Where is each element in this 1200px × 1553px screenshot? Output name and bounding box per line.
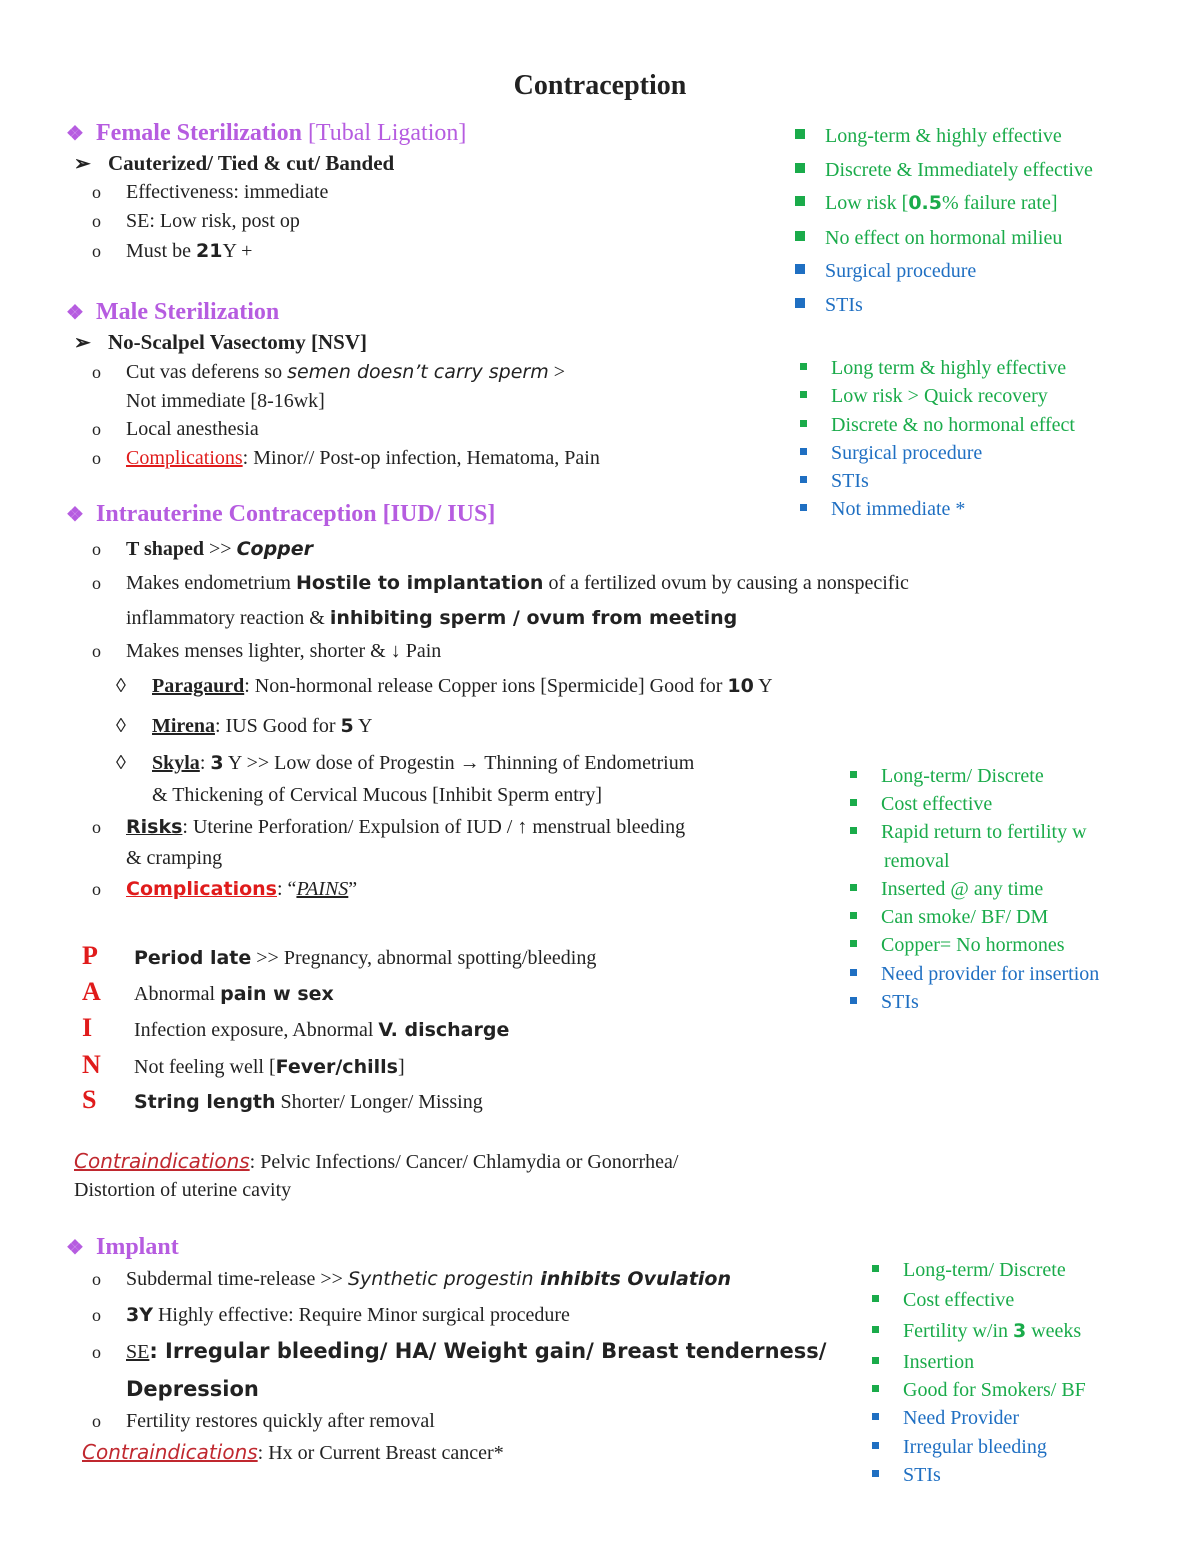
male-bullet-1-cont: Not immediate [8-16wk] [126, 390, 325, 412]
iud-con-2: STIs [850, 991, 919, 1014]
male-bullet-1: o Cut vas deferens so semen doesn’t carry sperm > [92, 361, 566, 383]
iud-bullet-2-cont: inflammatory reaction & inhibiting sperm / ovum from meeting [126, 607, 738, 629]
skyla-line: ◊ Skyla: 3 Y >> Low dose of Progestin → Thinning of Endometrium [116, 752, 695, 774]
pains-n: N Not feeling well [Fever/chills] [82, 1050, 405, 1079]
implant-con-3: STIs [872, 1464, 941, 1487]
implant-bullet-2: o 3Y Highly effective: Require Minor surgical procedure [92, 1304, 570, 1326]
male-bullet-3: o Complications: Minor// Post-op infection, Hematoma, Pain [92, 447, 600, 469]
implant-contraindications: Contraindications: Hx or Current Breast cancer* [82, 1440, 504, 1464]
male-con-2: STIs [800, 470, 869, 493]
implant-pro-1: Long-term/ Discrete [872, 1259, 1066, 1282]
implant-bullet-3-cont: Depression [126, 1377, 259, 1401]
iud-risks-cont: & cramping [126, 847, 223, 869]
arrow-bullet-icon: ➢ [74, 153, 91, 175]
lozenge-bullet-icon: ◊ [116, 715, 126, 737]
male-pro-1: Long term & highly effective [800, 357, 1066, 380]
male-pro-2: Low risk > Quick recovery [800, 385, 1048, 408]
method-text: Cauterized/ Tied & cut/ Banded [108, 151, 395, 175]
implant-pro-3: Fertility w/in 3 weeks [872, 1320, 1081, 1343]
iud-pro-3-cont: removal [884, 850, 950, 872]
male-method-line: ➢ No-Scalpel Vasectomy [NSV] [74, 330, 367, 354]
pains-p: P Period late >> Pregnancy, abnormal spotting/bleeding [82, 941, 597, 970]
female-pro-4: No effect on hormonal milieu [795, 227, 1062, 250]
iud-pro-6: Copper= No hormones [850, 934, 1064, 957]
iud-pro-1: Long-term/ Discrete [850, 765, 1044, 788]
iud-pro-2: Cost effective [850, 793, 992, 816]
iud-contraindications: Contraindications: Pelvic Infections/ Cancer/ Chlamydia or Gonorrhea/ [74, 1149, 679, 1173]
mirena-line: ◊ Mirena: IUS Good for 5 Y [116, 715, 373, 737]
arrow-bullet-icon: ➢ [74, 332, 91, 354]
female-bullet-2: o SE: Low risk, post op [92, 210, 300, 232]
implant-con-2: Irregular bleeding [872, 1436, 1047, 1459]
female-pro-3: Low risk [0.5% failure rate] [795, 192, 1057, 215]
implant-bullet-3: o SE: Irregular bleeding/ HA/ Weight gain/ Breast tenderness/ [92, 1339, 827, 1363]
implant-pro-5: Good for Smokers/ BF [872, 1379, 1086, 1402]
section-male-sterilization-heading: ❖ Male Sterilization [66, 299, 280, 325]
pains-a: A Abnormal pain w sex [82, 977, 334, 1006]
iud-bullet-2: o Makes endometrium Hostile to implantation of a fertilized ovum by causing a nonspecific [92, 572, 909, 594]
iud-pro-5: Can smoke/ BF/ DM [850, 906, 1048, 929]
female-pro-2: Discrete & Immediately effective [795, 159, 1093, 182]
iud-contraindications-cont: Distortion of uterine cavity [74, 1179, 292, 1201]
diamond-bullet-icon: ❖ [66, 302, 84, 324]
iud-risks: o Risks: Uterine Perforation/ Expulsion of IUD / ↑ menstrual bleeding [92, 816, 686, 838]
iud-pro-4: Inserted @ any time [850, 878, 1043, 901]
male-pro-3: Discrete & no hormonal effect [800, 414, 1075, 437]
female-bullet-3: o Must be 21Y + [92, 240, 253, 262]
iud-bullet-1: o T shaped >> Copper [92, 538, 314, 560]
section-female-sterilization-heading [66, 120, 466, 147]
male-con-1: Surgical procedure [800, 442, 982, 465]
iud-con-1: Need provider for insertion [850, 963, 1099, 986]
pains-s: S String length Shorter/ Longer/ Missing [82, 1085, 483, 1114]
heading-text: Female Sterilization [96, 120, 302, 146]
implant-con-1: Need Provider [872, 1407, 1019, 1430]
skyla-line-cont: & Thickening of Cervical Mucous [Inhibit Sperm entry] [152, 784, 603, 806]
iud-complications: o Complications: “PAINS” [92, 878, 358, 900]
iud-bullet-3: o Makes menses lighter, shorter & ↓ Pain [92, 640, 442, 662]
lozenge-bullet-icon: ◊ [116, 752, 126, 774]
implant-bullet-4: o Fertility restores quickly after removal [92, 1410, 435, 1432]
female-con-1: Surgical procedure [795, 260, 976, 283]
implant-pro-4: Insertion [872, 1351, 974, 1374]
diamond-bullet-icon: ❖ [66, 1237, 84, 1259]
female-pro-1: Long-term & highly effective [795, 125, 1062, 148]
heading-subtext: [Tubal Ligation] [307, 120, 467, 146]
lozenge-bullet-icon: ◊ [116, 675, 126, 697]
section-iud-heading: ❖ Intrauterine Contraception [IUD/ IUS] [66, 501, 496, 527]
diamond-bullet-icon: ❖ [66, 123, 84, 145]
diamond-bullet-icon: ❖ [66, 504, 84, 526]
implant-pro-2: Cost effective [872, 1289, 1014, 1312]
female-bullet-1: o Effectiveness: immediate [92, 181, 329, 203]
female-con-2: STIs [795, 294, 863, 317]
page-title: Contraception [513, 70, 687, 101]
male-bullet-2: o Local anesthesia [92, 418, 259, 440]
male-con-3: Not immediate * [800, 498, 965, 521]
iud-pro-3: Rapid return to fertility w [850, 821, 1087, 844]
section-implant-heading: ❖ Implant [66, 1234, 179, 1260]
paragard-line: ◊ Paragaurd: Non-hormonal release Copper ions [Spermicide] Good for 10 Y [116, 675, 773, 697]
female-method-line [74, 151, 394, 176]
implant-bullet-1: o Subdermal time-release >> Synthetic progestin inhibits Ovulation [92, 1268, 731, 1290]
pains-i: I Infection exposure, Abnormal V. discharge [82, 1013, 510, 1042]
